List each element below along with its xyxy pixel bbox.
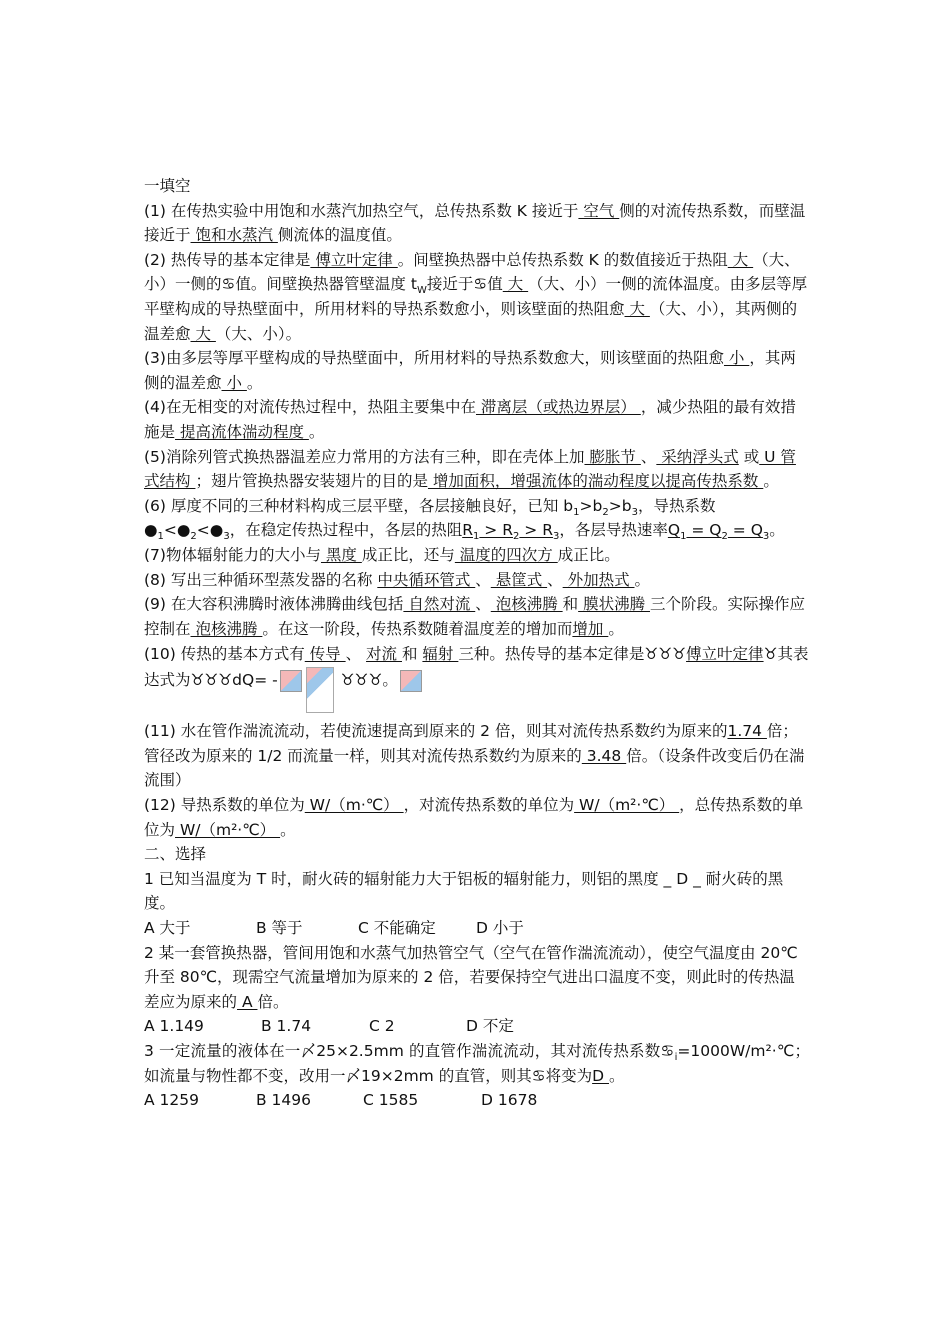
option: D 小于 [476, 919, 524, 938]
broken-image-icon [280, 670, 302, 692]
question-5: (5)消除列管式换热器温差应力常用的方法有三种，即在壳体上加 膨胀节 、 采纳浮头式 或 U 管式结构 ；翅片管换热器安装翅片的目的是 增加面积，增强流体的湍动程度以提高传热系数 。 [144, 447, 796, 491]
heading-choice: 二、选择 [144, 845, 207, 864]
option: C 不能确定 [358, 919, 436, 938]
answer-blank: 采纳浮头式 [656, 447, 739, 466]
broken-image-icon [400, 670, 422, 692]
answer-blank: 泡核沸腾 [190, 619, 263, 638]
question-7: (7)物体辐射能力的大小与 黑度 成正比，还与 温度的四次方 成正比。 [144, 545, 620, 564]
answer-blank: 小 [723, 349, 750, 368]
answer-blank: 悬筐式 [490, 570, 548, 589]
question-6: (6) 厚度不同的三种材料构成三层平壁，各层接触良好，已知 $b_1>b_2>b_3$，导热系数$●_1<●_2<●_3$，在稳定传热过程中，各层的热阻$R_1 > R_2 > R_3$，各层导热速率$Q_1 = Q_2 = Q_3$。 [144, 496, 785, 543]
answer-blank: 大 [502, 275, 529, 294]
choice-3-options [144, 1088, 810, 1113]
choice-1-options [144, 916, 810, 941]
question-8: (8) 写出三种循环型蒸发器的名称 中央循环管式 、 悬筐式 、 外加热式 。 [144, 570, 651, 589]
answer-blank: 傅立叶定律 [686, 645, 764, 664]
broken-image-icon [306, 667, 334, 713]
option: C 2 [369, 1017, 395, 1036]
option: A 大于 [144, 919, 191, 938]
answer-blank: 泡核沸腾 [490, 595, 563, 614]
answer-blank: W/（m²·℃） [574, 796, 680, 815]
answer-blank: 黑度 [320, 545, 362, 564]
option: B 1.74 [261, 1017, 312, 1036]
answer-blank: 大 [624, 299, 650, 318]
answer-blank: 中央循环管式 [377, 570, 476, 589]
question-10: (10) 传热的基本方式有 传导 、 对流 和 辐射 三种。热传导的基本定律是♉♉♉傅立叶定律♉其表达式为♉♉♉dQ= - ♉♉♉。 [144, 641, 810, 713]
answer-blank: 外加热式 [562, 570, 635, 589]
choice-question-3: 3 一定流量的液体在一〆25×2.5mm 的直管作湍流流动，其对流传热系数$♋_i=1000W/m^2\cdot℃$；如流量与物性都不变，改用一〆19×2mm 的直管，则其♋将变为D 。 [144, 1042, 810, 1085]
answer-blank: 对流 [366, 645, 402, 664]
answer-blank: W/（m·℃） [304, 796, 404, 815]
answer-blank: 大 [190, 324, 216, 343]
answer-blank: 膨胀节 [584, 447, 641, 466]
option: A 1259 [144, 1091, 199, 1110]
choice-question-2: 2 某一套管换热器，管间用饱和水蒸气加热管空气（空气在管作湍流流动），使空气温度由 20℃升至 80℃，现需空气流量增加为原来的 2 倍，若要保持空气进出口温度不变，则此时的传热温差应为原来的 A 倍。 [144, 943, 798, 1011]
answer-blank: 辐射 [422, 645, 459, 664]
option: B 等于 [256, 919, 303, 938]
answer-blank: 空气 [578, 201, 620, 220]
question-4: (4)在无相变的对流传热过程中，热阻主要集中在 滞离层（或热边界层） ，减少热阻的最有效措施是 提高流体湍动程度 。 [144, 398, 796, 441]
document-page [144, 174, 810, 1113]
question-2: (2) 热传导的基本定律是 傅立叶定律 。间壁换热器中总传热系数 K 的数值接近于热阻 大 （大、小）一侧的♋值。间壁换热器管壁温度 $t_W$接近于♋值 大 （大、小）一侧的流体温度。由多层等厚平壁构成的导热壁面中，所用材料的导热系数愈小，则该壁面的热阻愈 大 （大、小），其两侧的温差愈 大 （大、小）。 [144, 250, 808, 343]
choice-2-options [144, 1014, 810, 1039]
answer-blank: 膜状沸腾 [578, 595, 650, 614]
question-11: (11) 水在管作湍流流动，若使流速提高到原来的 2 倍，则其对流传热系数约为原来的1.74 倍；管径改为原来的 1/2 而流量一样，则其对流传热系数约为原来的 3.48 倍。（设条件改变后仍在湍流围） [144, 722, 805, 790]
answer-blank: W/（m²·℃） [175, 820, 281, 839]
answer-blank: 自然对流 [403, 595, 476, 614]
option: B 1496 [256, 1091, 312, 1110]
answer-blank: D [592, 1066, 609, 1085]
answer-blank: A [237, 992, 258, 1011]
answer-blank: 大 [727, 250, 754, 269]
answer-blank: 增加 [572, 619, 609, 638]
option: D 1678 [481, 1091, 538, 1110]
option: A 1.149 [144, 1017, 204, 1036]
answer-blank: 滞离层（或热边界层） [475, 398, 641, 417]
question-1: (1) 在传热实验中用饱和水蒸汽加热空气，总传热系数 K 接近于 空气 侧的对流传热系数，而壁温接近于 饱和水蒸汽 侧流体的温度值。 [144, 201, 806, 245]
answer-blank: $R_1 > R_2 > R_3$ [462, 521, 560, 543]
choice-question-1: 1 已知当温度为 T 时，耐火砖的辐射能力大于铝板的辐射能力，则铝的黑度 _ D _ 耐火砖的黑度。 [144, 869, 784, 913]
answer-blank: $Q_1 = Q_2 = Q_3$ [667, 521, 770, 543]
answer-blank: 提高流体湍动程度 [175, 422, 309, 441]
question-12: (12) 导热系数的单位为 W/（m·℃） ，对流传热系数的单位为 W/（m²·℃） ，总传热系数的单位为 W/（m²·℃） 。 [144, 796, 804, 839]
heading-fill-blank: 一填空 [144, 177, 191, 195]
answer-blank: 3.48 [581, 746, 627, 765]
answer-blank: 1.74 [727, 722, 767, 741]
option: C 1585 [363, 1091, 419, 1110]
question-9: (9) 在大容积沸腾时液体沸腾曲线包括 自然对流 、 泡核沸腾 和 膜状沸腾 三个阶段。实际操作应控制在 泡核沸腾 。在这一阶段，传热系数随着温度差的增加而增加 。 [144, 595, 806, 638]
answer-blank: 增加面积，增强流体的湍动程度以提高传热系数 [427, 472, 764, 491]
answer-blank: 小 [221, 373, 247, 392]
question-3: (3)由多层等厚平壁构成的导热壁面中，所用材料的导热系数愈大，则该壁面的热阻愈 小 ，其两侧的温差愈 小 。 [144, 349, 796, 392]
answer-blank: 饱和水蒸汽 [190, 226, 278, 245]
answer-blank: 傅立叶定律 [310, 250, 398, 269]
answer-blank: 传导 [304, 645, 346, 664]
option: D 不定 [466, 1017, 514, 1036]
answer-blank: U 管式结构 [144, 447, 796, 491]
answer-blank: 温度的四次方 [454, 545, 558, 564]
